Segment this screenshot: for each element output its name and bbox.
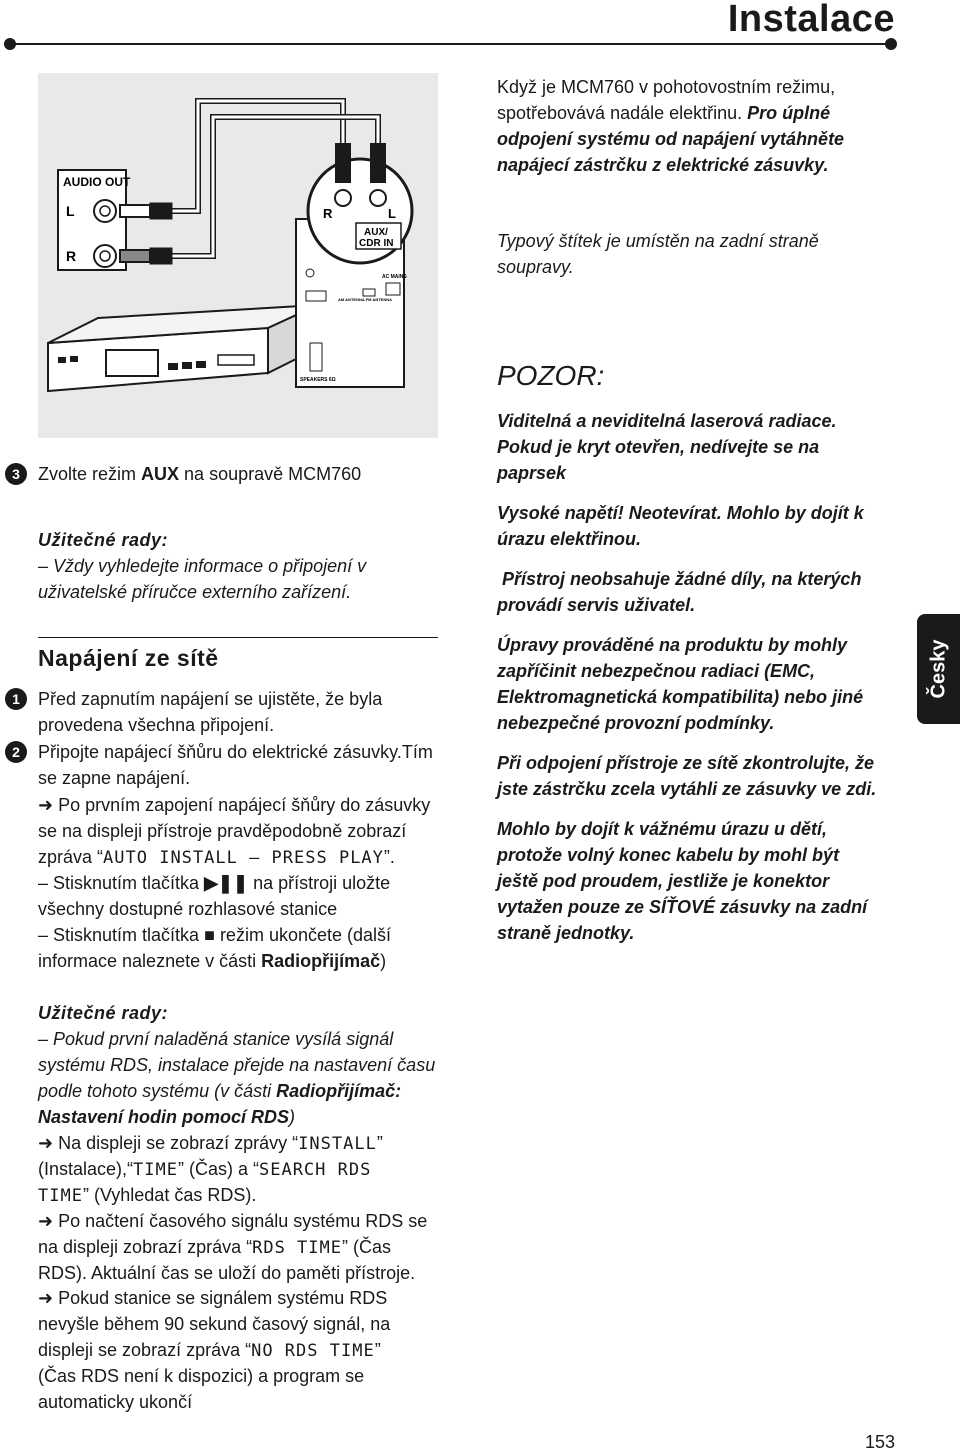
tips-2-line-4: Nastavení hodin pomocí RDS) [38, 1107, 296, 1127]
standby-line-4: napájecí zástrčku z elektrické zásuvky. [497, 155, 829, 175]
step-2-number: 2 [5, 741, 27, 763]
language-tab-label: Česky [927, 639, 949, 699]
arrow-3-line-2: na displeji zobrazí zpráva “RDS TIME” (Čas [38, 1237, 391, 1258]
speakers-label: SPEAKERS 6Ω [300, 377, 336, 383]
arrow-3-line-1: ➜ Po načtení časového signálu systému RDS se [38, 1211, 428, 1231]
tips-1-line-1: – Vždy vyhledejte informace o připojení v [38, 556, 367, 576]
tips-2-line-2: systému RDS, instalace přejde na nastavení času [38, 1055, 436, 1075]
warning-3-line-2: provádí servis uživatel. [497, 595, 696, 615]
warning-1-line-2: Pokud je kryt otevřen, nedívejte se na [497, 437, 820, 457]
arrow-1-line-2: se na displeji přístroje pravděpodobně zobrazí [38, 821, 407, 841]
caution-heading: POZOR: [497, 360, 605, 391]
step-1-line-2: provedena všechna připojení. [38, 715, 275, 735]
arrow-3-line-3: RDS). Aktuální čas se uloží do paměti přístroje. [38, 1263, 416, 1283]
step-3-number: 3 [5, 463, 27, 485]
section-rule [38, 637, 438, 638]
warning-5-line-1: Při odpojení přístroje ze sítě zkontrolujte, že [497, 753, 875, 773]
audio-out-r-label: R [66, 248, 77, 264]
warning-6-line-3: ještě pod proudem, jestliže je konektor [497, 871, 830, 891]
step-2-line-1: Připojte napájecí šňůru do elektrické zásuvky.Tím [38, 742, 433, 762]
dash-2-line-2: informace naleznete v části Radiopřijímač) [38, 951, 387, 971]
language-tab [917, 614, 960, 724]
tips-2-heading: Užitečné rady: [38, 1003, 169, 1023]
warning-4-line-2: zapříčinit nebezpečnou radiaci (EMC, [497, 661, 816, 681]
aux-label-line2: CDR IN [359, 238, 394, 249]
tips-2-line-1: – Pokud první naladěná stanice vysílá signál [38, 1029, 394, 1049]
connection-diagram [38, 73, 438, 438]
type-label-line-2: soupravy. [497, 257, 574, 277]
plug-grey [120, 250, 150, 262]
warning-4-line-1: Úpravy prováděné na produktu by mohly [497, 635, 848, 655]
arrow-2-line-3: TIME” (Vyhledat čas RDS). [38, 1185, 257, 1206]
aux-label-line1: AUX/ [364, 227, 388, 238]
warning-6-line-4: vytažen pouze ze SÍŤOVÉ zásuvky na zadní [497, 897, 868, 917]
step-2-line-2: se zapne napájení. [38, 768, 191, 788]
warning-1-line-3: paprsek [497, 463, 567, 483]
arrow-4-line-3: displeji se zobrazí zpráva “NO RDS TIME” [38, 1340, 381, 1361]
arrow-1-line-1: ➜ Po prvním zapojení napájecí šňůry do zásuvky [38, 795, 431, 815]
tips-2-line-3: podle tohoto systému (v části Radiopřijímač: [38, 1081, 402, 1101]
section-heading: Napájení ze sítě [38, 645, 219, 671]
arrow-4-line-4: (Čas RDS není k dispozici) a program se [38, 1366, 365, 1386]
tips-1-line-2: uživatelské příručce externího zařízení. [38, 582, 352, 602]
arrow-1-line-3: zpráva “AUTO INSTALL – PRESS PLAY”. [38, 847, 395, 868]
standby-line-1: Když je MCM760 v pohotovostním režimu, [497, 77, 836, 97]
tips-1-heading: Užitečné rady: [38, 530, 169, 550]
stop-icon: ■ [204, 925, 215, 945]
warning-4-line-4: nebezpečné provozní podmínky. [497, 713, 775, 733]
step-1-line-1: Před zapnutím napájení se ujistěte, že byla [38, 689, 383, 709]
standby-line-2: spotřebovává nadále elektřinu. Pro úplné [497, 103, 831, 123]
warning-6-line-5: straně jednotky. [497, 923, 635, 943]
standby-line-3: odpojení systému od napájení vytáhněte [497, 129, 845, 149]
page-title: Instalace [727, 0, 895, 40]
aux-l-label: L [388, 206, 396, 221]
warning-6-line-1: Mohlo by dojít k vážnému úrazu u dětí, [497, 819, 828, 839]
arrow-4-line-1: ➜ Pokud stanice se signálem systému RDS [38, 1288, 388, 1308]
audio-out-label: AUDIO OUT [63, 175, 131, 189]
page-number: 153 [864, 1432, 895, 1452]
plug-aux-right [370, 143, 386, 183]
arrow-2-line-1: ➜ Na displeji se zobrazí zprávy “INSTALL” [38, 1133, 383, 1154]
warning-5-line-2: jste zástrčku zcela vytáhli ze zásuvky ve zdi. [497, 779, 877, 799]
header-rule [8, 43, 896, 45]
play-pause-icon: ▶❚❚ [204, 873, 249, 893]
plug-aux-left [335, 143, 351, 183]
dash-1-line-2: všechny dostupné rozhlasové stanice [38, 899, 338, 919]
ac-mains-label: AC MAINS [382, 274, 407, 280]
warning-2-line-1: Vysoké napětí! Neotevírat. Mohlo by dojít k [497, 503, 864, 523]
arrow-4-line-5: automaticky ukončí [38, 1392, 193, 1412]
dash-2-line-1: – Stisknutím tlačítka ■ režim ukončete (další [38, 925, 392, 945]
warning-1-line-1: Viditelná a neviditelná laserová radiace. [497, 411, 837, 431]
step-1-number: 1 [5, 688, 27, 710]
arrow-2-line-2: (Instalace),“TIME” (Čas) a “SEARCH RDS [38, 1159, 372, 1180]
aux-r-label: R [323, 206, 333, 221]
connection-illustration [38, 73, 438, 438]
audio-out-l-label: L [66, 203, 75, 219]
type-label-line-1: Typový štítek je umístěn na zadní straně [497, 231, 819, 251]
warning-6-line-2: protože volný konec kabelu by mohl být [497, 845, 840, 865]
external-device-display [106, 350, 158, 376]
warning-3-line-1: Přístroj neobsahuje žádné díly, na kterých [497, 569, 862, 589]
arrow-4-line-2: nevyšle během 90 sekund časový signál, na [38, 1314, 391, 1334]
antenna-label: AM ANTENNA FM ANTENNA [338, 297, 392, 302]
plug-white [120, 205, 150, 217]
step-3-text: Zvolte režim AUX na soupravě MCM760 [38, 464, 362, 484]
warning-2-line-2: úrazu elektřinou. [497, 529, 642, 549]
warning-4-line-3: Elektromagnetická kompatibilita) nebo jiné [497, 687, 864, 707]
dash-1-line-1: – Stisknutím tlačítka ▶❚❚ na přístroji uložte [38, 873, 391, 893]
